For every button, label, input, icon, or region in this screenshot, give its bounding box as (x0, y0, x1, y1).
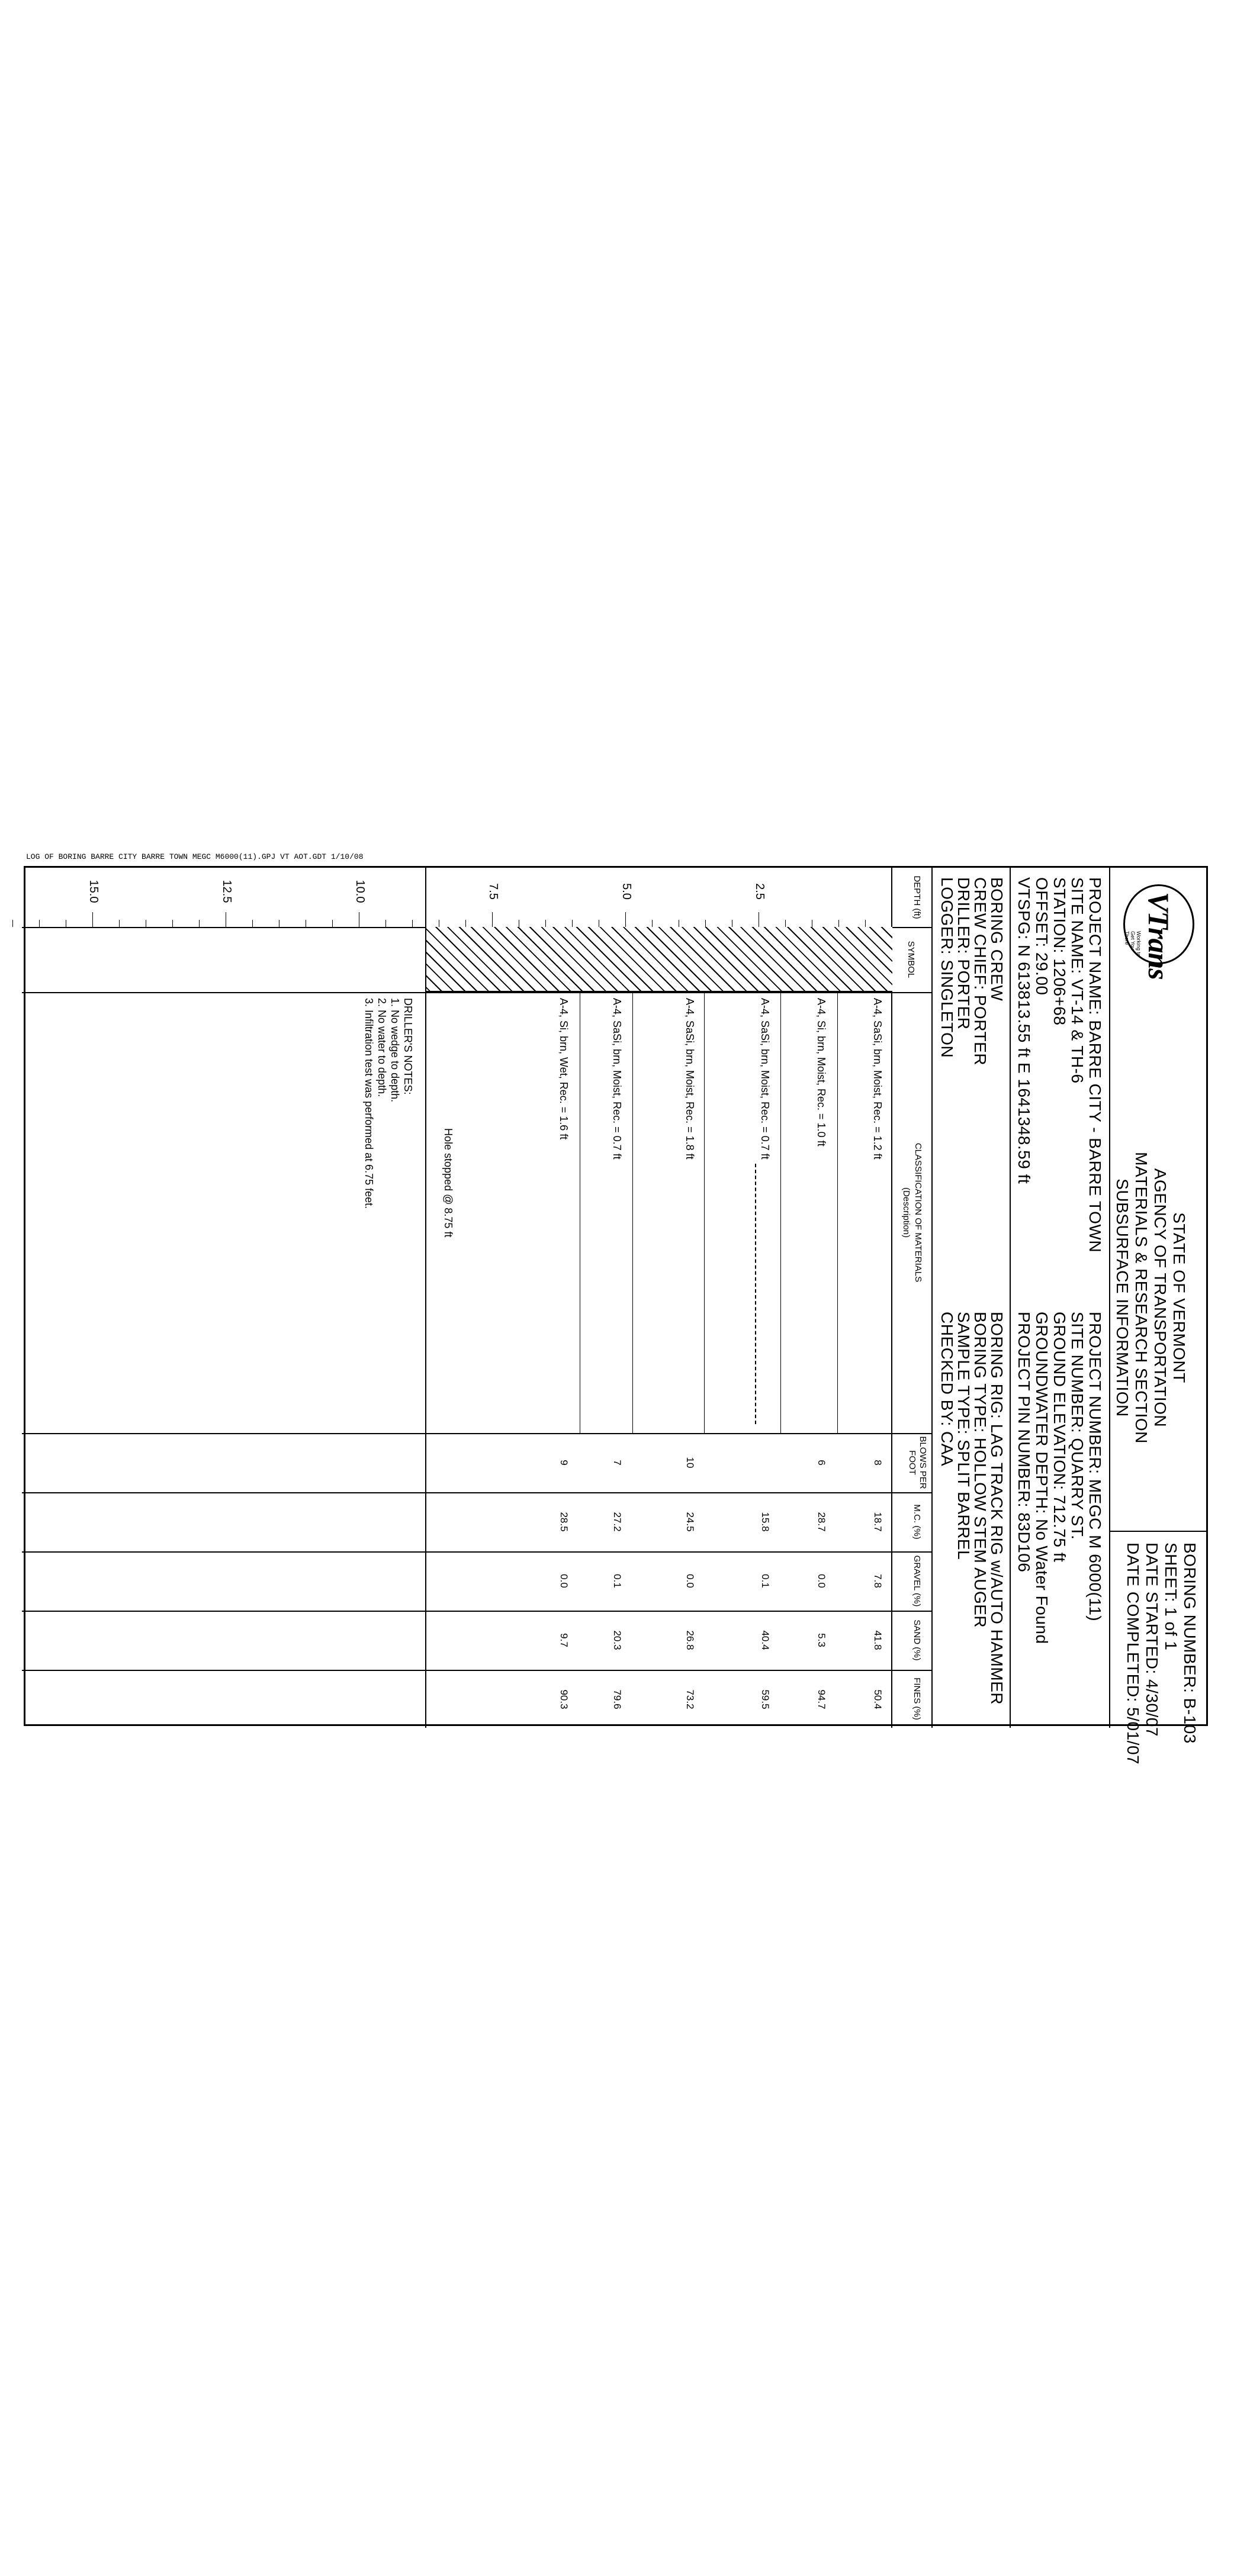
depth-minor-tick (385, 920, 386, 927)
sample-fines: 94.7 (816, 1689, 827, 1709)
sample-sand: 20.3 (612, 1630, 623, 1650)
depth-minor-tick (838, 920, 839, 927)
col-gravel: GRAVEL (%) (912, 1555, 922, 1607)
col-blows: BLOWS PER FOOT (907, 1436, 928, 1489)
depth-tick-label: 10.0 (354, 880, 367, 903)
sample-divider (780, 992, 781, 1433)
offset: OFFSET: 29.00 (1033, 877, 1051, 996)
sample-sand: 26.8 (685, 1630, 696, 1650)
depth-minor-tick (412, 920, 413, 927)
col-depth: DEPTH (ft) (912, 875, 922, 919)
sample-fines: 73.2 (685, 1689, 696, 1709)
depth-minor-tick (705, 920, 706, 927)
boring-log-sheet (24, 866, 1208, 1765)
boring-number: BORING NUMBER: B-103 (1181, 1543, 1199, 1744)
crew-chief: CREW CHIEF: PORTER (971, 877, 989, 1066)
sample-gravel: 0.0 (685, 1574, 696, 1588)
groundwater-depth: GROUNDWATER DEPTH: No Water Found (1033, 1312, 1051, 1644)
depth-minor-tick (12, 920, 13, 927)
driller: DRILLER: PORTER (955, 877, 973, 1030)
depth-minor-tick (465, 920, 466, 927)
ground-elevation: GROUND ELEVATION: 712.75 ft (1050, 1312, 1069, 1563)
sample-gravel: 0.0 (558, 1574, 570, 1588)
col-symbol: SYMBOL (906, 941, 916, 978)
sheet-number: SHEET: 1 of 1 (1162, 1543, 1180, 1651)
sample-blows: 7 (612, 1460, 623, 1466)
sample-mc: 28.5 (558, 1512, 570, 1532)
sample-type: SAMPLE TYPE: SPLIT BARREL (955, 1312, 973, 1560)
logo-wordmark: VTrans (1142, 892, 1175, 980)
sample-gravel: 7.8 (872, 1574, 883, 1588)
soil-symbol-hatch (426, 927, 892, 992)
dashed-divider (755, 1164, 756, 1424)
sample-blows: 6 (816, 1460, 827, 1466)
sample-divider (704, 992, 705, 1433)
sample-sand: 41.8 (872, 1630, 883, 1650)
depth-tick-label: 15.0 (87, 880, 100, 903)
sample-blows: 10 (685, 1457, 696, 1469)
hole-stopped-note: Hole stopped @ 8.75 ft (442, 1128, 454, 1238)
sample-divider (837, 992, 838, 1433)
header-state: STATE OF VERMONT (1170, 1212, 1188, 1383)
sample-divider (632, 992, 633, 1433)
depth-minor-tick (492, 920, 493, 927)
sample-description: A-4, SaSi, brn, Moist, Rec. = 1.2 ft (872, 998, 883, 1160)
driller-note-1: 1. No wedge to depth. (389, 998, 401, 1103)
header-subsurface: SUBSURFACE INFORMATION (1113, 1178, 1132, 1417)
sample-fines: 90.3 (558, 1689, 570, 1709)
site-number: SITE NUMBER: QUARRY ST. (1068, 1312, 1087, 1540)
project-name: PROJECT NAME: BARRE CITY - BARRE TOWN (1086, 877, 1104, 1253)
sample-description: A-4, SaSi, brn, Moist, Rec. = 0.7 ft (759, 998, 771, 1160)
depth-tick-label: 7.5 (487, 883, 500, 900)
sample-description: A-4, SaSi, brn, Moist, Rec. = 0.7 ft (611, 998, 623, 1160)
project-pin-number: PROJECT PIN NUMBER: 83D106 (1015, 1312, 1033, 1573)
col-sand: SAND (%) (912, 1619, 922, 1661)
depth-tick-label: 5.0 (620, 883, 633, 900)
sample-description: A-4, Si, brn, Wet, Rec. = 1.6 ft (558, 998, 570, 1140)
sample-mc: 27.2 (612, 1512, 623, 1532)
depth-tick-label: 2.5 (753, 883, 766, 900)
depth-minor-tick (252, 920, 253, 927)
sample-description: A-4, SaSi, brn, Moist, Rec. = 1.8 ft (684, 998, 696, 1160)
sample-description: A-4, Si, brn, Moist, Rec. = 1.0 ft (815, 998, 827, 1147)
depth-minor-tick (92, 920, 93, 927)
sample-gravel: 0.0 (816, 1574, 827, 1588)
sample-sand: 5.3 (816, 1633, 827, 1647)
depth-minor-tick (119, 920, 120, 927)
logo-tagline: Working to Get You There (1124, 931, 1142, 957)
logger: LOGGER: SINGLETON (938, 877, 956, 1058)
sample-blows: 8 (872, 1460, 883, 1466)
driller-note-3: 3. Infiltration test was performed at 6.75 feet. (363, 998, 375, 1209)
drillers-notes-title: DRILLER'S NOTES: (402, 998, 414, 1095)
depth-minor-tick (172, 920, 173, 927)
station: STATION: 1206+68 (1050, 877, 1069, 1026)
date-started: DATE STARTED: 4/30/07 (1143, 1543, 1161, 1737)
depth-minor-tick (39, 920, 40, 927)
boring-type: BORING TYPE: HOLLOW STEM AUGER (971, 1312, 989, 1628)
depth-minor-tick (199, 920, 200, 927)
sample-mc: 15.8 (760, 1512, 771, 1532)
depth-minor-tick (652, 920, 653, 927)
sample-sand: 40.4 (760, 1630, 771, 1650)
sample-fines: 59.5 (760, 1689, 771, 1709)
depth-tick-label: 12.5 (220, 880, 233, 903)
sample-gravel: 0.1 (612, 1574, 623, 1588)
depth-minor-tick (332, 920, 333, 927)
date-completed: DATE COMPLETED: 5/01/07 (1124, 1543, 1142, 1765)
sample-sand: 9.7 (558, 1633, 570, 1647)
project-number: PROJECT NUMBER: MEGC M 6000(11) (1086, 1312, 1104, 1622)
sample-gravel: 0.1 (760, 1574, 771, 1588)
vtspg-coordinates: VTSPG: N 613813.55 ft E 1641348.59 ft (1015, 877, 1033, 1184)
site-name: SITE NAME: VT-14 & TH-6 (1068, 877, 1087, 1084)
depth-minor-tick (625, 920, 626, 927)
boring-crew: BORING CREW (988, 877, 1006, 1002)
depth-minor-tick (545, 920, 546, 927)
sample-mc: 18.7 (872, 1512, 883, 1532)
sample-fines: 50.4 (872, 1689, 883, 1709)
driller-note-2: 2. No water to depth. (376, 998, 388, 1097)
checked-by: CHECKED BY: CAA (938, 1312, 956, 1467)
header-agency: AGENCY OF TRANSPORTATION (1151, 1168, 1169, 1428)
drawing-footer: LOG OF BORING BARRE CITY BARRE TOWN MEGC M6000(11).GPJ VT AOT.GDT 1/10/08 (26, 852, 364, 861)
col-classification: CLASSIFICATION OF MATERIALS (913, 1142, 923, 1283)
col-mc: M.C. (%) (912, 1504, 922, 1540)
sample-fines: 79.6 (612, 1689, 623, 1709)
boring-rig: BORING RIG: LAG TRACK RIG w/AUTO HAMMER (988, 1312, 1006, 1705)
col-fines: FINES (%) (912, 1677, 922, 1720)
sample-mc: 24.5 (685, 1512, 696, 1532)
col-classification-sub: (Description) (901, 1187, 911, 1238)
depth-minor-tick (572, 920, 573, 927)
depth-minor-tick (785, 920, 786, 927)
depth-minor-tick (865, 920, 866, 927)
sample-mc: 28.7 (816, 1512, 827, 1532)
header-section: MATERIALS & RESEARCH SECTION (1132, 1152, 1151, 1444)
sample-blows: 9 (558, 1460, 570, 1466)
